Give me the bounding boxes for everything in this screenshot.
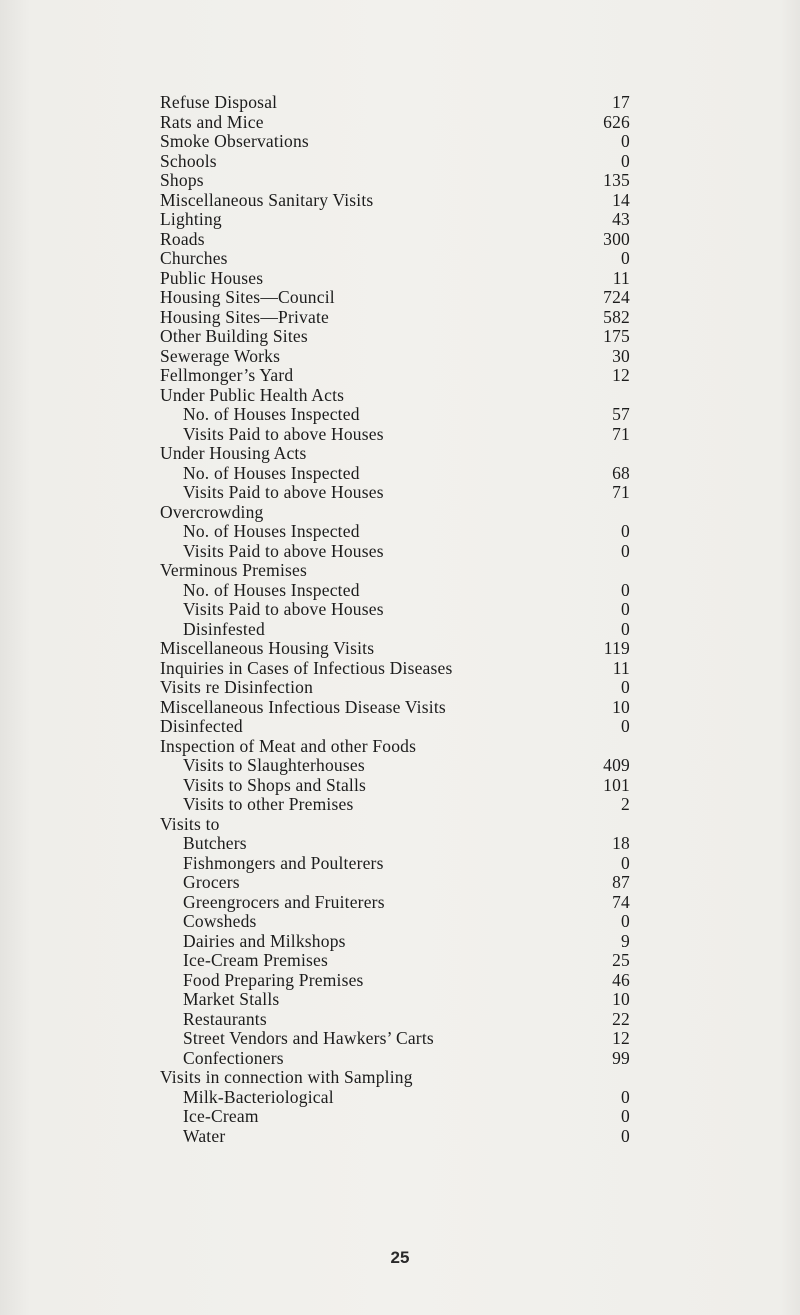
table-row bbox=[160, 347, 630, 367]
table-row bbox=[160, 1049, 630, 1069]
table-row bbox=[160, 210, 630, 230]
row-label: Refuse Disposal bbox=[160, 92, 278, 112]
row-value: 2 bbox=[621, 794, 630, 814]
row-value: 0 bbox=[621, 521, 630, 541]
row-value: 43 bbox=[612, 209, 630, 229]
row-label: Greengrocers and Fruiterers bbox=[183, 891, 385, 912]
row-label: Churches bbox=[160, 248, 228, 268]
row-label: Visits in connection with Sampling bbox=[160, 1067, 413, 1087]
row-label: Housing Sites—Private bbox=[160, 306, 329, 327]
row-label: Water bbox=[183, 1125, 226, 1146]
row-label: Visits to Shops and Stalls bbox=[183, 774, 367, 795]
table-row bbox=[160, 737, 630, 757]
row-label: Ice-Cream bbox=[183, 1106, 259, 1126]
row-label: Miscellaneous Housing Visits bbox=[160, 638, 375, 658]
visits-table bbox=[160, 93, 630, 1146]
table-row bbox=[160, 464, 630, 484]
table-row bbox=[160, 425, 630, 445]
row-label: No. of Houses Inspected bbox=[183, 579, 360, 600]
row-value: 175 bbox=[603, 326, 630, 346]
row-label: Shops bbox=[160, 170, 204, 190]
table-row bbox=[160, 113, 630, 133]
row-value: 0 bbox=[621, 716, 630, 736]
row-label: Overcrowding bbox=[160, 501, 264, 522]
table-row bbox=[160, 678, 630, 698]
row-value: 22 bbox=[612, 1008, 630, 1029]
row-value: 46 bbox=[612, 969, 630, 990]
table-row bbox=[160, 191, 630, 211]
table-row bbox=[160, 1088, 630, 1108]
table-row bbox=[160, 620, 630, 640]
row-value: 724 bbox=[603, 287, 630, 307]
row-label: Sewerage Works bbox=[160, 345, 281, 366]
row-label: Visits Paid to above Houses bbox=[183, 540, 384, 561]
row-value: 0 bbox=[621, 599, 630, 619]
row-value: 71 bbox=[612, 482, 630, 502]
row-value: 71 bbox=[612, 423, 630, 444]
row-value: 0 bbox=[621, 131, 630, 151]
row-value: 409 bbox=[603, 755, 630, 775]
row-label: Inquiries in Cases of Infectious Diseases bbox=[160, 657, 453, 678]
table-row bbox=[160, 503, 630, 523]
row-label: No. of Houses Inspected bbox=[183, 521, 360, 541]
table-row bbox=[160, 386, 630, 406]
table-row bbox=[160, 1107, 630, 1127]
row-value: 0 bbox=[621, 150, 630, 171]
row-label: Inspection of Meat and other Foods bbox=[160, 735, 417, 756]
table-row bbox=[160, 893, 630, 913]
row-label: Other Building Sites bbox=[160, 326, 308, 346]
row-value: 0 bbox=[621, 1125, 630, 1146]
table-row bbox=[160, 639, 630, 659]
row-value: 12 bbox=[612, 365, 630, 385]
table-row bbox=[160, 834, 630, 854]
row-label: Miscellaneous Infectious Disease Visits bbox=[160, 696, 446, 717]
table-row bbox=[160, 483, 630, 503]
row-value: 582 bbox=[603, 306, 630, 327]
row-value: 14 bbox=[612, 189, 630, 210]
row-label: No. of Houses Inspected bbox=[183, 404, 360, 424]
table-row bbox=[160, 152, 630, 172]
table-row bbox=[160, 990, 630, 1010]
row-label: Visits Paid to above Houses bbox=[183, 599, 384, 619]
row-label: Visits Paid to above Houses bbox=[183, 482, 384, 502]
row-value: 101 bbox=[603, 774, 630, 795]
row-value: 11 bbox=[612, 657, 630, 678]
table-row bbox=[160, 561, 630, 581]
row-label: Verminous Premises bbox=[160, 560, 307, 580]
table-row bbox=[160, 581, 630, 601]
row-value: 0 bbox=[621, 540, 630, 561]
row-value: 25 bbox=[612, 950, 630, 970]
row-label: Visits to Slaughterhouses bbox=[183, 755, 365, 775]
row-value: 626 bbox=[603, 111, 630, 132]
row-label: Visits re Disinfection bbox=[160, 677, 314, 697]
row-value: 68 bbox=[612, 462, 630, 483]
table-row bbox=[160, 600, 630, 620]
row-label: Roads bbox=[160, 228, 205, 249]
table-row bbox=[160, 971, 630, 991]
row-label: Butchers bbox=[183, 833, 247, 853]
table-row bbox=[160, 1010, 630, 1030]
table-row bbox=[160, 1127, 630, 1147]
table-row bbox=[160, 269, 630, 289]
table-row bbox=[160, 444, 630, 464]
row-label: Street Vendors and Hawkers’ Carts bbox=[183, 1028, 434, 1048]
row-value: 0 bbox=[621, 852, 630, 873]
table-row bbox=[160, 854, 630, 874]
row-label: Under Housing Acts bbox=[160, 443, 307, 463]
table-row bbox=[160, 327, 630, 347]
table-row bbox=[160, 873, 630, 893]
table-row bbox=[160, 249, 630, 269]
row-label: Ice-Cream Premises bbox=[183, 950, 329, 970]
row-value: 57 bbox=[612, 404, 630, 424]
table-row bbox=[160, 756, 630, 776]
row-label: Grocers bbox=[183, 872, 240, 892]
row-value: 0 bbox=[621, 1086, 630, 1107]
row-value: 135 bbox=[603, 170, 630, 190]
row-label: Fellmonger’s Yard bbox=[160, 365, 294, 385]
row-label: Dairies and Milkshops bbox=[183, 930, 346, 951]
row-label: Disinfected bbox=[160, 716, 243, 736]
row-value: 10 bbox=[612, 989, 630, 1009]
table-row bbox=[160, 542, 630, 562]
row-value: 0 bbox=[621, 911, 630, 931]
row-label: Visits Paid to above Houses bbox=[183, 423, 384, 444]
row-label: Rats and Mice bbox=[160, 111, 264, 132]
table-row bbox=[160, 698, 630, 718]
row-label: Milk-Bacteriological bbox=[183, 1086, 334, 1107]
row-value: 0 bbox=[621, 1106, 630, 1126]
row-value: 99 bbox=[612, 1047, 630, 1068]
table-row bbox=[160, 815, 630, 835]
table-row bbox=[160, 1068, 630, 1088]
row-label: Smoke Observations bbox=[160, 131, 309, 151]
row-label: No. of Houses Inspected bbox=[183, 462, 360, 483]
row-label: Housing Sites—Council bbox=[160, 287, 335, 307]
table-row bbox=[160, 405, 630, 425]
row-label: Under Public Health Acts bbox=[160, 384, 345, 405]
table-row bbox=[160, 932, 630, 952]
row-value: 18 bbox=[612, 833, 630, 853]
table-row bbox=[160, 776, 630, 796]
table-row bbox=[160, 308, 630, 328]
row-value: 9 bbox=[621, 930, 630, 951]
row-label: Cowsheds bbox=[183, 911, 257, 931]
row-label: Miscellaneous Sanitary Visits bbox=[160, 189, 374, 210]
row-label: Visits to bbox=[160, 813, 220, 834]
table-row bbox=[160, 522, 630, 542]
row-label: Confectioners bbox=[183, 1047, 284, 1068]
row-value: 0 bbox=[621, 677, 630, 697]
table-row bbox=[160, 366, 630, 386]
row-value: 119 bbox=[603, 638, 630, 658]
page-number: 25 bbox=[390, 1248, 410, 1267]
row-label: Food Preparing Premises bbox=[183, 969, 364, 990]
row-label: Public Houses bbox=[160, 267, 264, 288]
row-value: 12 bbox=[612, 1028, 630, 1048]
table-row bbox=[160, 93, 630, 113]
row-label: Visits to other Premises bbox=[183, 794, 354, 814]
table-row bbox=[160, 795, 630, 815]
table-row bbox=[160, 717, 630, 737]
row-label: Restaurants bbox=[183, 1008, 267, 1029]
table-row bbox=[160, 1029, 630, 1049]
row-label: Fishmongers and Poulterers bbox=[183, 852, 384, 873]
row-label: Disinfested bbox=[183, 618, 265, 639]
table-row bbox=[160, 951, 630, 971]
row-label: Lighting bbox=[160, 209, 222, 229]
row-label: Market Stalls bbox=[183, 989, 280, 1009]
row-value: 30 bbox=[612, 345, 630, 366]
table-row bbox=[160, 659, 630, 679]
row-value: 0 bbox=[621, 618, 630, 639]
table-row bbox=[160, 230, 630, 250]
table-row bbox=[160, 132, 630, 152]
row-value: 300 bbox=[603, 228, 630, 249]
row-value: 10 bbox=[612, 696, 630, 717]
row-value: 0 bbox=[621, 579, 630, 600]
table-row bbox=[160, 912, 630, 932]
row-value: 74 bbox=[612, 891, 630, 912]
table-row bbox=[160, 288, 630, 308]
table-row bbox=[160, 171, 630, 191]
row-value: 87 bbox=[612, 872, 630, 892]
row-value: 0 bbox=[621, 248, 630, 268]
row-value: 11 bbox=[612, 267, 630, 288]
row-value: 17 bbox=[612, 92, 630, 112]
row-label: Schools bbox=[160, 150, 217, 171]
